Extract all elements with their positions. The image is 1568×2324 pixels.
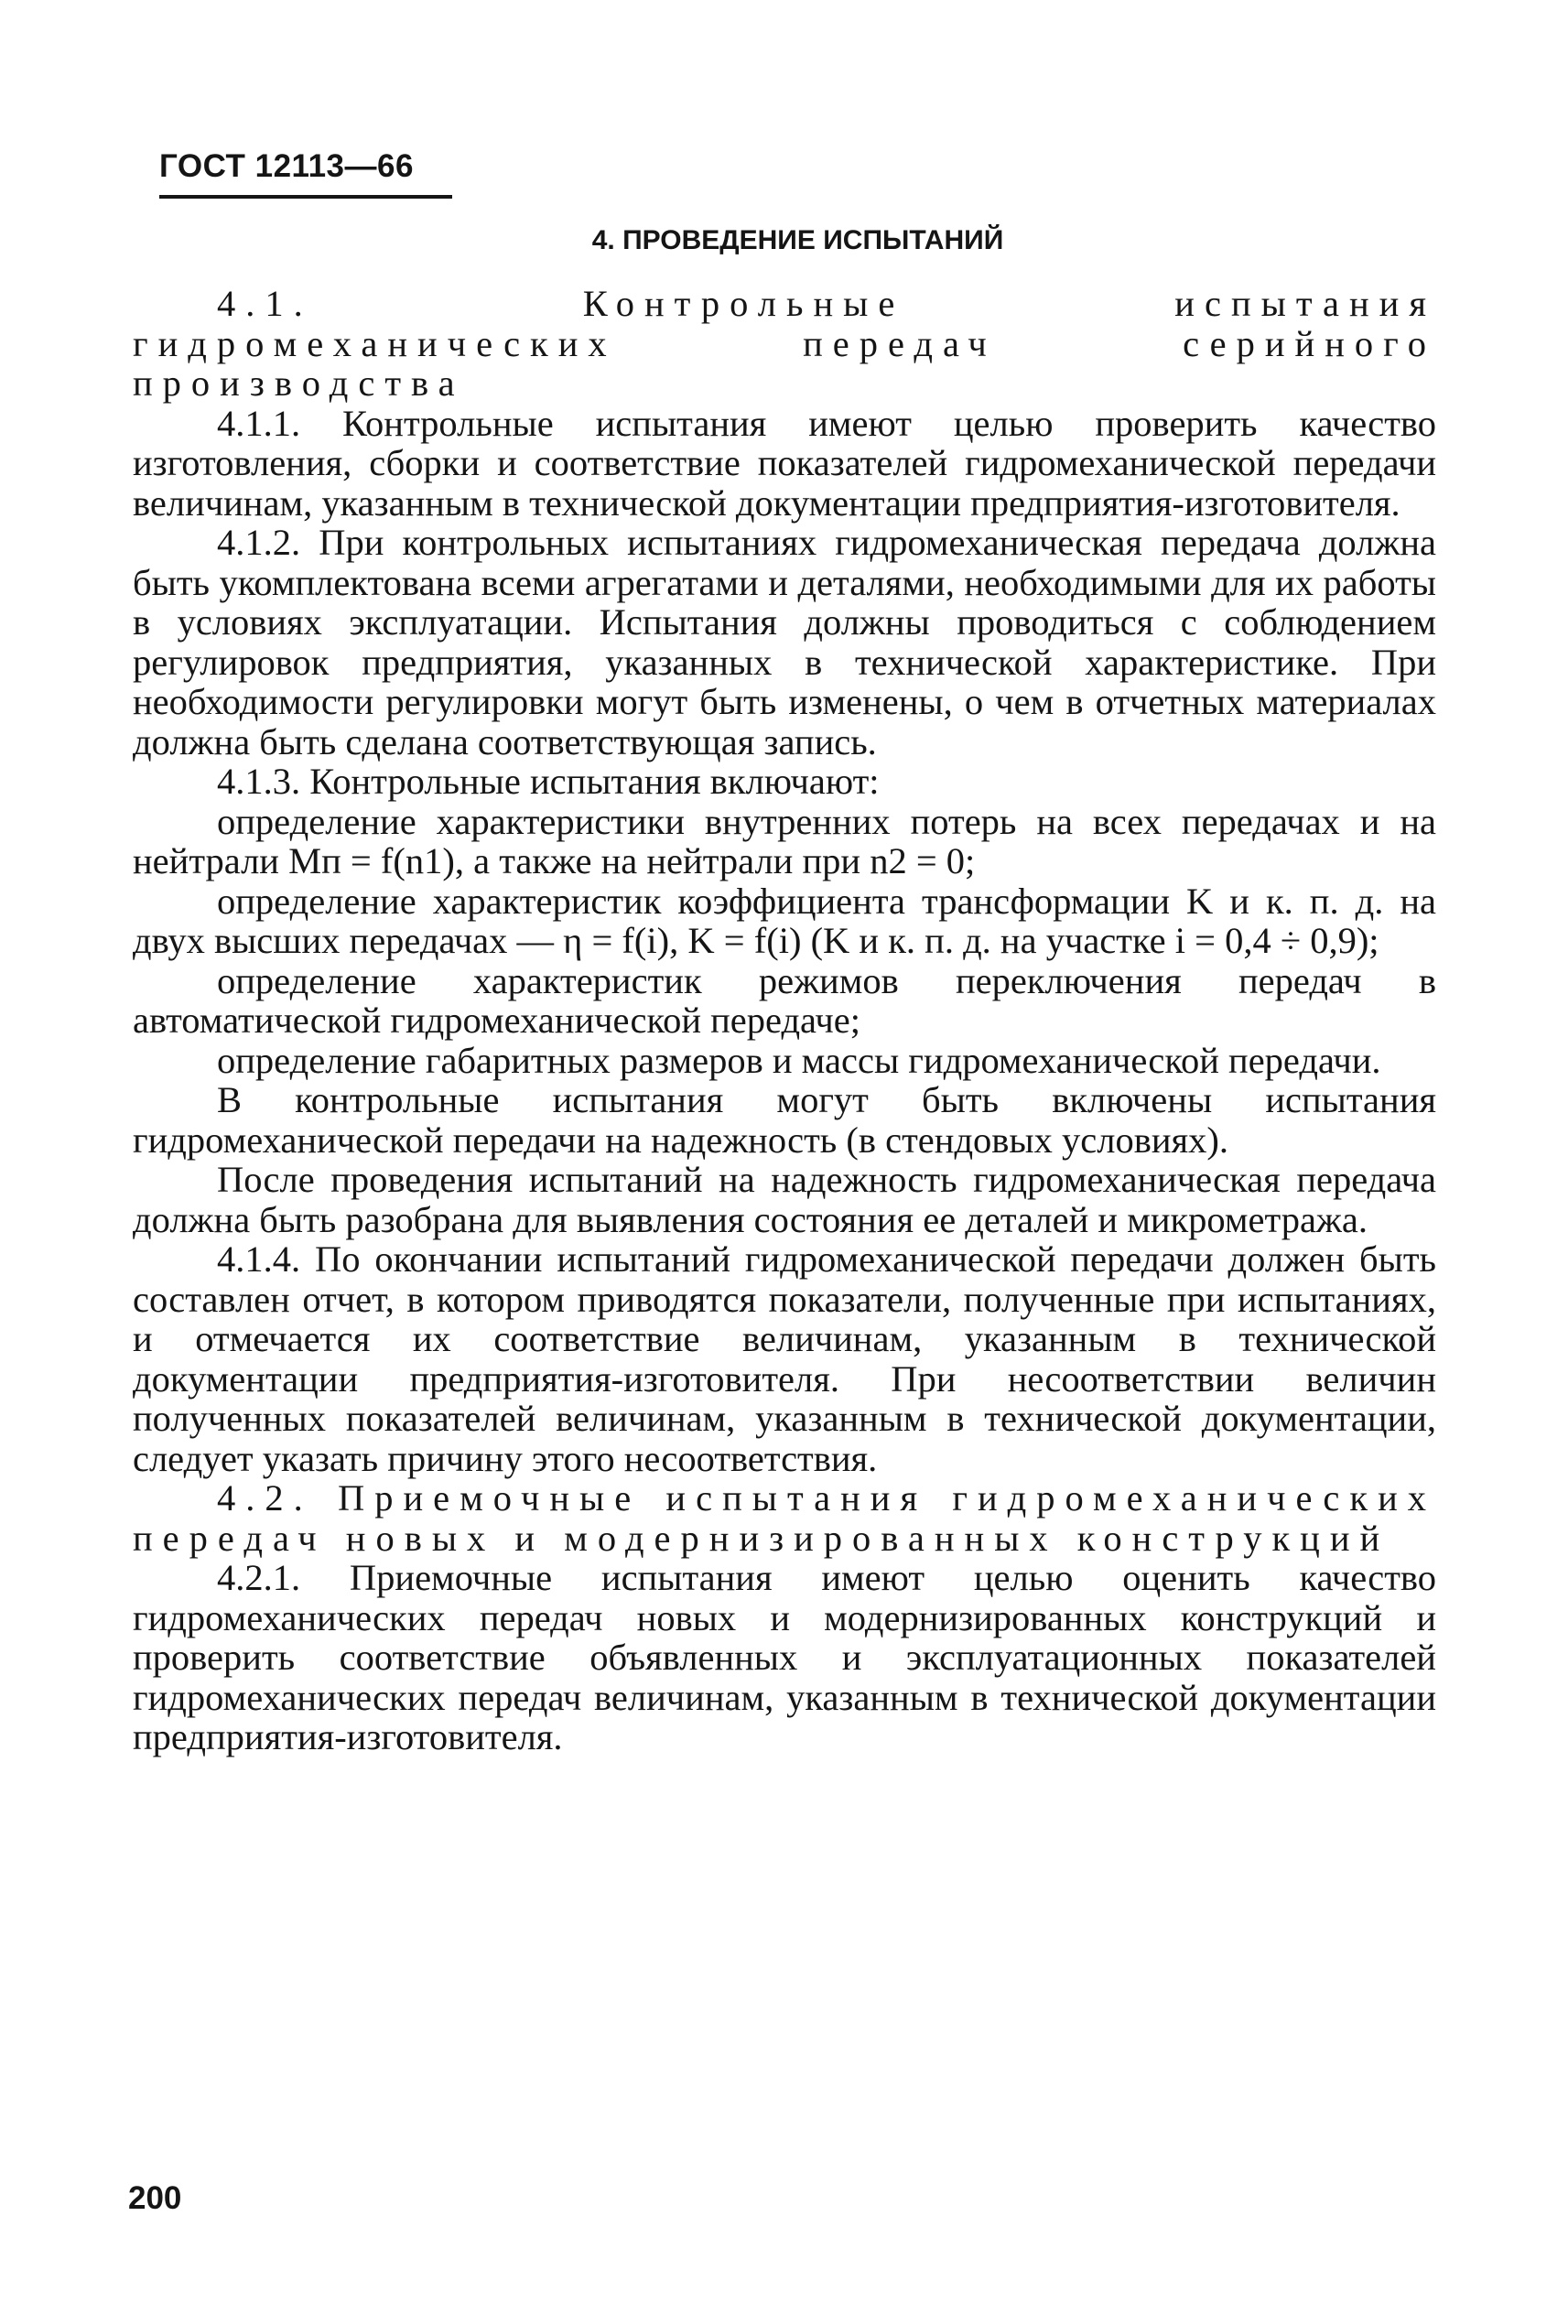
list-item-switching-modes: определение характеристик режимов переключения передач в автоматической гидромеханической передаче; [133, 959, 1436, 1041]
paragraph-4-1-2: 4.1.2. При контрольных испытаниях гидромеханическая передача должна быть укомплектована всеми агрегатами и деталями, необходимыми для их работы в условиях эксплуатации. Испытания должны проводиться с соблюдением регулировок предприятия, указанных в технической характеристике. При необходимости регулировки могут быть изменены, о чем в отчетных материалах должна быть сделана соответствующая запись. [133, 522, 1436, 762]
header-rule [159, 195, 452, 199]
paragraph-4-1-3: 4.1.3. Контрольные испытания включают: [217, 761, 880, 802]
paragraph-after-reliability: После проведения испытаний на надежность гидромеханическая передача должна быть разобрана для выявления состояния ее деталей и микрометража. [133, 1159, 1436, 1240]
subsection-heading-4-1: 4.1. Контрольные испытания гидромеханических передач серийного производства [133, 283, 1436, 404]
section-title: 4. ПРОВЕДЕНИЕ ИСПЫТАНИЙ [591, 225, 1004, 255]
list-item-transformation-coefficient: определение характеристик коэффициента трансформации K и к. п. д. на двух высших передачах — η = f(i), K = f(i) (K и к. п. д. на участке i = 0,4 ÷ 0,9); [133, 880, 1436, 961]
paragraph-4-2-1: 4.2.1. Приемочные испытания имеют целью оценить качество гидромеханических передач новых и модернизированных конструкций и проверить соответствие объявленных и эксплуатационных показателей гидромеханических передач величинам, указанным в технической документации предприятия-изготовителя. [133, 1557, 1436, 1757]
subsection-heading-4-2: 4.2. Приемочные испытания гидромеханических передач новых и модернизированных конструкций [133, 1477, 1436, 1559]
paragraph-4-1-1: 4.1.1. Контрольные испытания имеют целью проверить качество изготовления, сборки и соответствие показателей гидромеханической передачи величинам, указанным в технической документации предприятия-изготовителя. [133, 402, 1436, 524]
page-number: 200 [128, 2180, 182, 2216]
paragraph-reliability: В контрольные испытания могут быть включены испытания гидромеханической передачи на надежность (в стендовых условиях). [133, 1079, 1436, 1161]
list-item-internal-losses: определение характеристики внутренних потерь на всех передачах и на нейтрали Mп = f(n1), а также на нейтрали при n2 = 0; [133, 800, 1436, 881]
list-item-dimensions-mass: определение габаритных размеров и массы гидромеханической передачи. [217, 1039, 1381, 1081]
body-text [133, 284, 1436, 1757]
paragraph-4-1-4: 4.1.4. По окончании испытаний гидромеханической передачи должен быть составлен отчет, в котором приводятся показатели, полученные при испытаниях, и отмечается их соответствие величинам, указанным в технической документации предприятия-изготовителя. При несоответствии величин полученных показателей величинам, указанным в технической документации, следует указать причину этого несоответствия. [133, 1238, 1436, 1479]
standard-header: ГОСТ 12113—66 [159, 148, 414, 184]
